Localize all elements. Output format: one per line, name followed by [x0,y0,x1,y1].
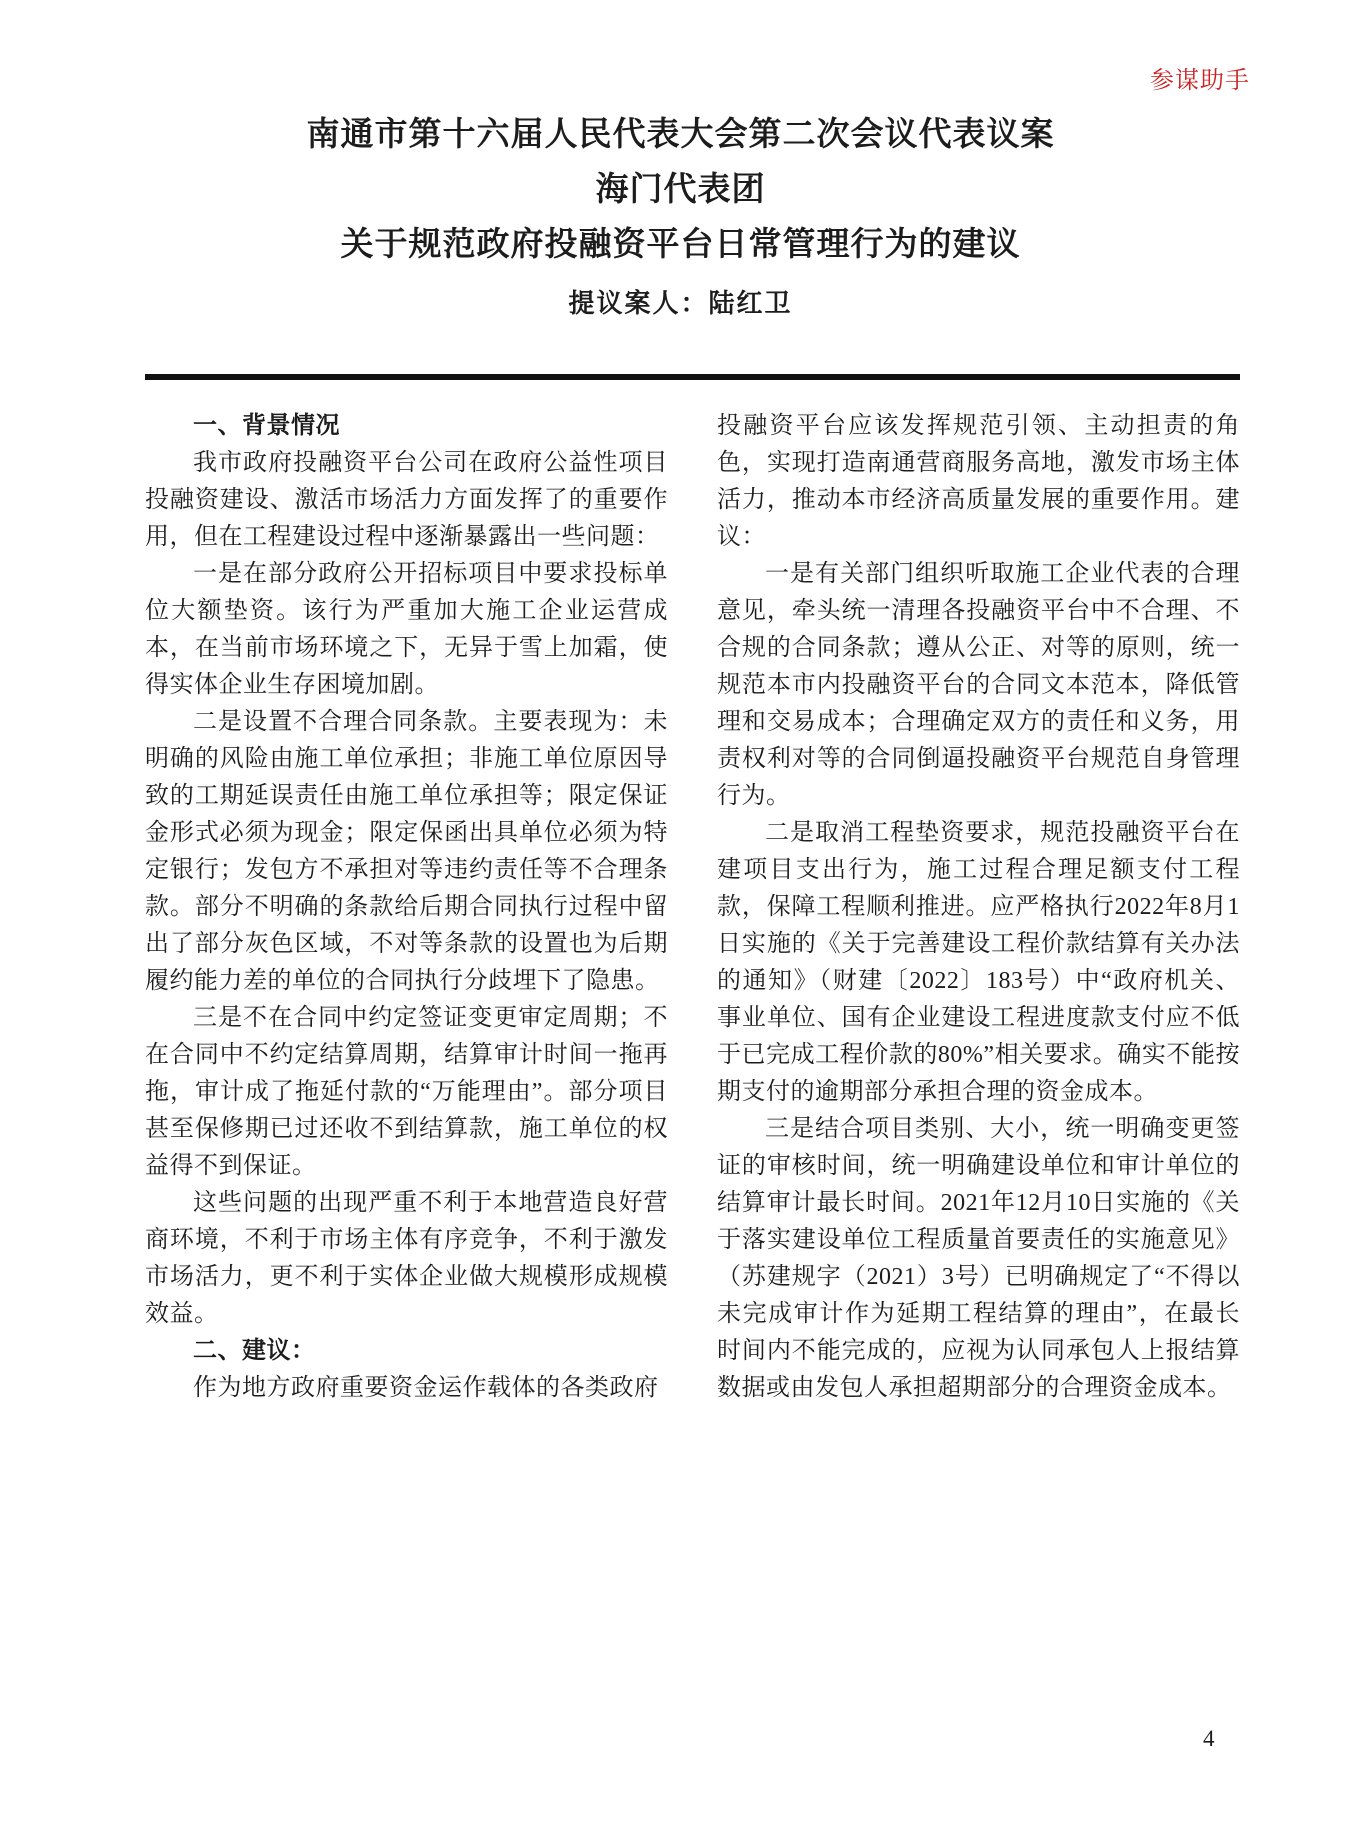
paragraph: 一是在部分政府公开招标项目中要求投标单位大额垫资。该行为严重加大施工企业运营成本，在当前市场环境之下，无异于雪上加霜，使得实体企业生存困境加剧。 [145,561,668,698]
title-block [0,108,1361,273]
right-column [717,408,1240,1407]
paragraph-continuation: 投融资平台应该发挥规范引领、主动担责的角色，实现打造南通营商服务高地，激发市场主体活力，推动本市经济高质量发展的重要作用。建议： [717,413,1240,550]
paragraph: 三是结合项目类别、大小，统一明确变更签证的审核时间，统一明确建设单位和审计单位的结算审计最长时间。2021年12月10日实施的《关于落实建设单位工程质量首要责任的实施意见》（苏建规字（2021）3号）已明确规定了“不得以未完成审计作为延期工程结算的理由”，在最长时间内不能完成的，应视为认同承包人上报结算数据或由发包人承担超期部分的合理资金成本。 [717,1116,1240,1401]
header-tag: 参谋助手 [1150,68,1250,94]
paragraph: 三是不在合同中约定签证变更审定周期；不在合同中不约定结算周期，结算审计时间一拖再拖，审计成了拖延付款的“万能理由”。部分项目甚至保修期已过还收不到结算款，施工单位的权益得不到保证。 [145,1005,668,1179]
document-title-line-1: 南通市第十六届人民代表大会第二次会议代表议案 [306,117,1055,153]
proposer-line: 提议案人：陆红卫 [568,289,793,318]
section-heading-background: 一、背景情况 [193,413,340,439]
document-title-line-3: 关于规范政府投融资平台日常管理行为的建议 [340,227,1021,263]
paragraph: 这些问题的出现严重不利于本地营造良好营商环境，不利于市场主体有序竞争，不利于激发市场活力，更不利于实体企业做大规模形成规模效益。 [145,1190,668,1327]
paragraph: 二是取消工程垫资要求，规范投融资平台在建项目支出行为，施工过程合理足额支付工程款，保障工程顺利推进。应严格执行2022年8月1日实施的《关于完善建设工程价款结算有关办法的通知》（财建〔2022〕183号）中“政府机关、事业单位、国有企业建设工程进度款支付应不低于已完成工程价款的80%”相关要求。确实不能按期支付的逾期部分承担合理的资金成本。 [717,820,1240,1105]
body-columns [145,408,1240,1407]
page-number: 4 [1203,1726,1215,1751]
paragraph: 作为地方政府重要资金运作载体的各类政府 [193,1375,659,1401]
left-column [145,408,668,1407]
paragraph: 二是设置不合理合同条款。主要表现为：未明确的风险由施工单位承担；非施工单位原因导致的工期延误责任由施工单位承担等；限定保证金形式必须为现金；限定保函出具单位必须为特定银行；发包方不承担对等违约责任等不合理条款。部分不明确的条款给后期合同执行过程中留出了部分灰色区域，不对等条款的设置也为后期履约能力差的单位的合同执行分歧埋下了隐患。 [145,709,668,994]
horizontal-rule [145,374,1240,380]
document-title-line-2: 海门代表团 [595,172,766,208]
paragraph: 一是有关部门组织听取施工企业代表的合理意见，牵头统一清理各投融资平台中不合理、不合规的合同条款；遵从公正、对等的原则，统一规范本市内投融资平台的合同文本范本，降低管理和交易成本；合理确定双方的责任和义务，用责权利对等的合同倒逼投融资平台规范自身管理行为。 [717,561,1240,809]
section-heading-suggestions: 二、建议： [193,1338,316,1364]
paragraph: 我市政府投融资平台公司在政府公益性项目投融资建设、激活市场活力方面发挥了的重要作用，但在工程建设过程中逐渐暴露出一些问题： [145,450,668,550]
